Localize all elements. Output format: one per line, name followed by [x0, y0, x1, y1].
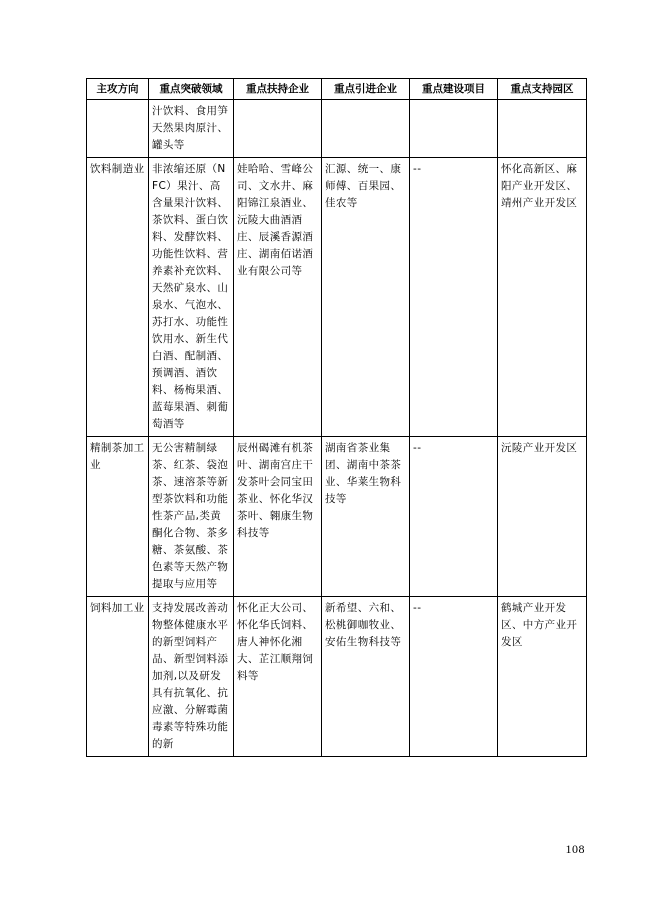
table-row: [87, 100, 587, 158]
cell-parks: [498, 100, 587, 158]
table-row: [87, 437, 587, 597]
cell-projects: --: [410, 597, 498, 757]
cell-field: 非浓缩还原（NFC）果汁、高含量果汁饮料、茶饮料、蛋白饮料、发酵饮料、功能性饮料、营养素补充饮料、天然矿泉水、山泉水、气泡水、苏打水、功能性饮用水、新生代白酒、配制酒、预调酒、酒饮料、杨梅果酒、蓝莓果酒、刺葡萄酒等: [149, 158, 234, 437]
cell-direction: 饮料制造业: [87, 158, 149, 437]
cell-support-companies: [234, 100, 322, 158]
cell-direction: 饲料加工业: [87, 597, 149, 757]
cell-support-companies: 辰州碣滩有机茶叶、湖南宫庄干发茶叶会同宝田茶业、怀化华汉茶叶、翱康生物科技等: [234, 437, 322, 597]
cell-introduce-companies: 湖南省茶业集团、湖南中茶茶业、华莱生物科技等: [322, 437, 410, 597]
table-header-row: [87, 79, 587, 100]
cell-parks: 怀化高新区、麻阳产业开发区、靖州产业开发区: [498, 158, 587, 437]
cell-support-companies: 怀化正大公司、怀化华氏饲料、唐人神怀化湘大、芷江顺翔饲料等: [234, 597, 322, 757]
header-direction: 主攻方向: [87, 79, 149, 100]
cell-projects: --: [410, 437, 498, 597]
header-introduce-companies: 重点引进企业: [322, 79, 410, 100]
header-field: 重点突破领域: [149, 79, 234, 100]
table-header: [87, 79, 587, 100]
cell-parks: 鹤城产业开发区、中方产业开发区: [498, 597, 587, 757]
industry-table-container: [86, 78, 586, 757]
cell-field: 汁饮料、食用笋天然果肉原汁、罐头等: [149, 100, 234, 158]
cell-parks: 沅陵产业开发区: [498, 437, 587, 597]
header-parks: 重点支持园区: [498, 79, 587, 100]
industry-table: [86, 78, 587, 757]
table-row: [87, 597, 587, 757]
table-row: [87, 158, 587, 437]
cell-direction: 精制茶加工业: [87, 437, 149, 597]
cell-projects: [410, 100, 498, 158]
table-body: [87, 100, 587, 757]
cell-field: 支持发展改善动物整体健康水平的新型饲料产品、新型饲料添加剂,以及研发具有抗氧化、抗应激、分解霉菌毒素等特殊功能的新: [149, 597, 234, 757]
cell-direction: [87, 100, 149, 158]
page-number: 108: [565, 842, 585, 856]
cell-projects: --: [410, 158, 498, 437]
cell-field: 无公害精制绿茶、红茶、袋泡茶、速溶茶等新型茶饮料和功能性茶产品,类黄酮化合物、茶多糖、茶氨酸、茶色素等天然产物提取与应用等: [149, 437, 234, 597]
cell-introduce-companies: 新希望、六和、松桃御咖牧业、安佑生物科技等: [322, 597, 410, 757]
header-support-companies: 重点扶持企业: [234, 79, 322, 100]
header-projects: 重点建设项目: [410, 79, 498, 100]
cell-introduce-companies: 汇源、统一、康师傅、百果园、佳农等: [322, 158, 410, 437]
cell-introduce-companies: [322, 100, 410, 158]
cell-support-companies: 娃哈哈、雪峰公司、文水井、麻阳锦江泉酒业、沅陵大曲酒酒庄、辰溪香源酒庄、湖南佰诺酒业有限公司等: [234, 158, 322, 437]
